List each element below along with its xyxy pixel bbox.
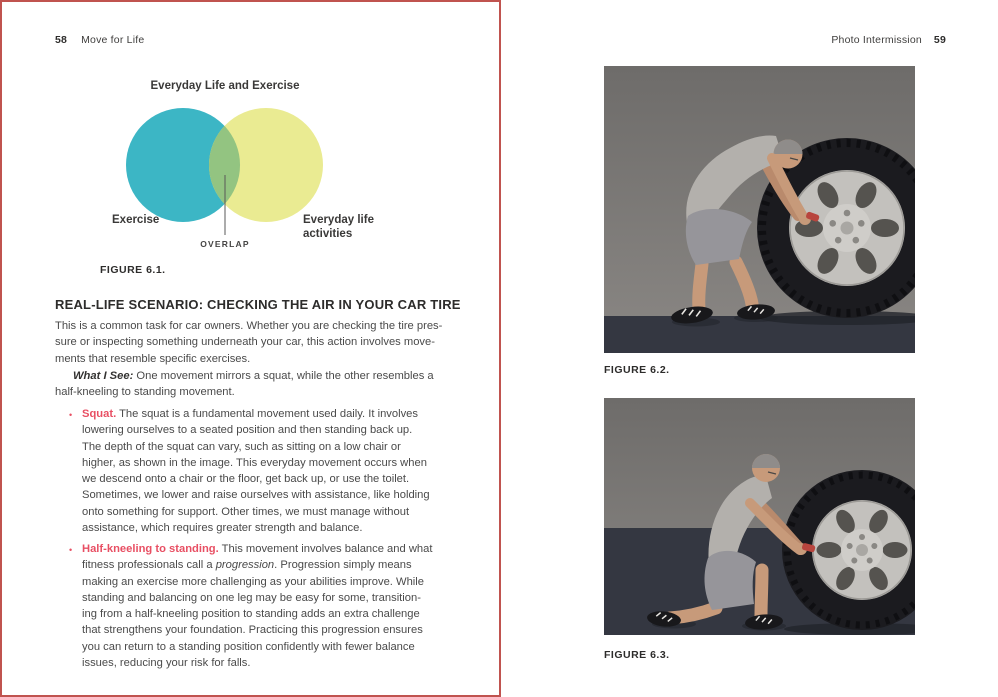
text-line: ments that resemble specific exercises. [55, 352, 251, 365]
text-line: that strengthens your foundation. Practicing this progression ensures [82, 624, 423, 637]
text-line: half-kneeling to standing movement. [55, 386, 235, 399]
page-outline-left [0, 0, 2, 697]
text-line: sure or inspecting something underneath your car, this action involves move- [55, 336, 435, 349]
running-head-title: Move for Life [81, 34, 145, 46]
intro-paragraph [55, 318, 467, 367]
page-number-left: 58 [55, 34, 68, 46]
figure-6-2-caption: FIGURE 6.2. [604, 364, 670, 376]
venn-label-everyday-life: Everyday life activities [303, 214, 374, 240]
text-line: lowering ourselves to a seated position and then standing back up. [82, 424, 413, 437]
text-line: standing and balancing on one leg may be easy for some, transition- [82, 591, 421, 604]
page-outline-top [0, 0, 501, 2]
bullet-marker: • [69, 545, 73, 555]
text-line: higher, as shown in the image. This everyday movement occurs when [82, 456, 427, 469]
running-head-right [831, 34, 946, 46]
bullet-marker: • [69, 410, 73, 420]
photo-illustration-squat [604, 66, 915, 353]
venn-label-overlap: OVERLAP [200, 239, 250, 249]
text-line: we descend onto a chair or the floor, get back up, or use the toilet. [82, 473, 410, 486]
italic-progression: progression [215, 559, 275, 572]
figure-6-1-caption: FIGURE 6.1. [100, 264, 166, 276]
bullet-half-kneeling [69, 541, 434, 671]
text-line: you can return to a standing position confidently with fewer balance [82, 640, 415, 653]
text-line: issues, reducing your risk for falls. [82, 657, 251, 670]
bullet-lead-half-kneeling: Half-kneeling to standing. [82, 543, 219, 555]
what-i-see-lead: What I See: [73, 370, 134, 382]
text-line: The depth of the squat can vary, such as sitting on a low chair or [82, 440, 401, 453]
venn-diagram-title: Everyday Life and Exercise [150, 80, 300, 92]
text-line: Squat. The squat is a fundamental movement used daily. It involves [82, 408, 418, 420]
page-gutter-rule [499, 0, 501, 697]
running-head-left [55, 34, 144, 46]
bullet-lead-squat: Squat. [82, 408, 117, 420]
text-line: Sometimes, we lower and raise ourselves with assistance, like holding [82, 489, 430, 502]
text-line: onto something for support. Other times, we must manage without [82, 505, 410, 518]
page-number-right: 59 [933, 34, 946, 46]
photo-illustration-half-kneel [604, 398, 915, 635]
what-i-see-paragraph [55, 368, 467, 401]
text-line: This is a common task for car owners. Whether you are checking the tire pres- [55, 320, 443, 332]
text-line: making an exercise more challenging as your abilities improve. While [82, 575, 424, 588]
text-line: fitness professionals call a progression. Progression simply means [82, 559, 412, 572]
figure-6-2-photo [604, 66, 915, 353]
text-line: What I See: One movement mirrors a squat, while the other resembles a [73, 370, 434, 382]
venn-label-exercise: Exercise [112, 214, 160, 226]
text-line: assistance, which requires greater strength and balance. [82, 522, 363, 535]
text-line: Half-kneeling to standing. This movement involves balance and what [82, 543, 433, 555]
running-head-title: Photo Intermission [831, 34, 922, 46]
section-heading: REAL-LIFE SCENARIO: CHECKING THE AIR IN YOUR CAR TIRE [55, 297, 461, 312]
figure-6-3-caption: FIGURE 6.3. [604, 649, 670, 661]
bullet-squat [69, 406, 434, 536]
figure-6-3-photo [604, 398, 915, 635]
text-line: ing from a half-kneeling position to standing adds an extra challenge [82, 608, 420, 621]
